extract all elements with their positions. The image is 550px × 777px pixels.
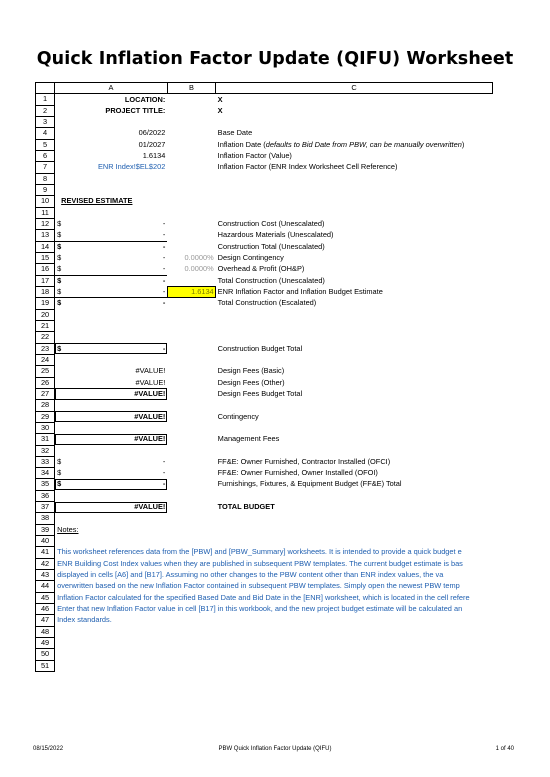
location-value[interactable]: X [217, 94, 223, 104]
row-30 [36, 422, 493, 433]
cell-c39[interactable] [216, 524, 493, 535]
ofoi-label[interactable]: FF&E: Owner Furnished, Owner Installed (OFOI) [217, 468, 378, 478]
cell-c51[interactable] [216, 660, 493, 671]
row-number[interactable]: 24 [36, 354, 55, 365]
cell-b38[interactable] [167, 513, 215, 524]
design-fees-basic-label[interactable]: Design Fees (Basic) [217, 366, 285, 376]
row-number[interactable]: 15 [36, 252, 55, 263]
row-48 [36, 626, 493, 637]
cell-a32[interactable] [55, 445, 168, 456]
row-20 [36, 309, 493, 320]
contingency-value[interactable]: #VALUE! [55, 411, 168, 422]
row-number[interactable]: 47 [36, 615, 55, 626]
enr-reference-label[interactable]: Inflation Factor (ENR Index Worksheet Cell Reference) [217, 162, 398, 172]
row-number[interactable]: 20 [36, 309, 55, 320]
row-2 [36, 105, 493, 116]
row-32 [36, 445, 493, 456]
row-number[interactable]: 32 [36, 445, 55, 456]
page-title: Quick Inflation Factor Update (QIFU) Worksheet [36, 49, 514, 69]
inflation-date-label-italic: defaults to Bid Date from PBW, can be manually overwritten [265, 139, 462, 149]
cell-c3[interactable] [216, 116, 493, 127]
construction-total-label[interactable]: Construction Total (Unescalated) [217, 241, 325, 251]
row-35 [36, 479, 493, 490]
cell-c21[interactable] [216, 320, 493, 331]
cell-c28[interactable] [216, 400, 493, 411]
currency-symbol: $ [57, 241, 62, 251]
row-5 [36, 139, 493, 150]
cell-b13[interactable] [167, 230, 215, 241]
row-1 [36, 94, 493, 105]
cell-a50[interactable] [55, 649, 168, 660]
management-fees-value[interactable]: #VALUE! [55, 434, 168, 445]
currency-symbol: $ [57, 264, 62, 273]
row-number[interactable]: 13 [36, 230, 55, 241]
currency-symbol: $ [57, 479, 62, 489]
row-27 [36, 388, 493, 399]
row-number[interactable]: 26 [36, 377, 55, 388]
cell-a9[interactable] [55, 184, 168, 195]
currency-symbol: $ [57, 343, 62, 353]
project-title-label[interactable]: PROJECT TITLE: [105, 105, 166, 115]
construction-cost-value[interactable] [55, 218, 168, 229]
amount: - [162, 286, 166, 296]
row-40 [36, 536, 493, 547]
row-49 [36, 638, 493, 649]
row-number[interactable]: 10 [36, 196, 55, 207]
row-number[interactable]: 31 [36, 434, 55, 445]
column-header-b[interactable]: B [167, 83, 215, 94]
cell-b36[interactable] [167, 490, 215, 501]
column-header-row [36, 83, 493, 94]
row-19 [36, 298, 493, 309]
row-number[interactable]: 41 [36, 547, 55, 558]
row-number[interactable]: 29 [36, 411, 55, 422]
cell-a22[interactable] [55, 332, 168, 343]
row-number[interactable]: 6 [36, 150, 55, 161]
cell-c10[interactable] [216, 196, 493, 207]
currency-symbol: $ [57, 286, 62, 296]
cell-a11[interactable] [55, 207, 168, 218]
cell-b21[interactable] [167, 320, 215, 331]
inflation-factor-label[interactable]: Inflation Factor (Value) [217, 150, 292, 160]
note-line-6[interactable]: Enter that new Inflation Factor value in cell [B17] in this workbook, and the new project budget estimate will be calculated an [57, 604, 463, 614]
base-date-value[interactable]: 06/2022 [138, 128, 166, 138]
cell-b26[interactable] [167, 377, 215, 388]
cell-b32[interactable] [167, 445, 215, 456]
cell-c8[interactable] [216, 173, 493, 184]
location-label[interactable]: LOCATION: [124, 94, 166, 104]
design-fees-other-label[interactable]: Design Fees (Other) [217, 377, 285, 387]
row-42 [36, 558, 493, 569]
project-title-value[interactable]: X [217, 105, 223, 115]
currency-symbol: $ [57, 275, 62, 285]
cell-b9[interactable] [167, 184, 215, 195]
notes-heading[interactable]: Notes: [57, 524, 79, 534]
cell-b50[interactable] [167, 649, 215, 660]
design-fees-other-value[interactable]: #VALUE! [135, 377, 166, 387]
row-31 [36, 434, 493, 445]
amount: - [162, 298, 166, 308]
note-line-1[interactable]: This worksheet references data from the [PBW] and [PBW_Summary] worksheets. It is intended to provide a quick budget e [57, 547, 462, 557]
currency-symbol: $ [57, 230, 62, 240]
row-28 [36, 400, 493, 411]
cell-b28[interactable] [167, 400, 215, 411]
row-14 [36, 241, 493, 252]
contingency-label[interactable]: Contingency [217, 411, 259, 421]
ffe-total-label[interactable]: Furnishings, Fixtures, & Equipment Budget (FF&E) Total [217, 479, 402, 489]
cell-c30[interactable] [216, 422, 493, 433]
row-10 [36, 196, 493, 207]
total-construction-unescalated-value[interactable] [55, 275, 168, 286]
row-number[interactable]: 1 [36, 94, 55, 105]
currency-symbol: $ [57, 298, 62, 308]
row-18 [36, 286, 493, 297]
row-24 [36, 354, 493, 365]
cell-a40[interactable] [55, 536, 168, 547]
cell-b14[interactable] [167, 241, 215, 252]
total-budget-value[interactable]: #VALUE! [55, 502, 168, 513]
row-21 [36, 320, 493, 331]
cell-b17[interactable] [167, 275, 215, 286]
total-construction-escalated-label[interactable]: Total Construction (Escalated) [217, 298, 317, 308]
amount: - [162, 468, 166, 478]
cell-b27[interactable] [167, 388, 215, 399]
cell-b33[interactable] [167, 456, 215, 467]
corner-cell[interactable] [36, 83, 55, 94]
row-number[interactable]: 17 [36, 275, 55, 286]
row-number[interactable]: 5 [36, 139, 55, 150]
revised-estimate-heading[interactable]: REVISED ESTIMATE [61, 196, 133, 206]
row-number[interactable]: 42 [36, 558, 55, 569]
design-contingency-label[interactable]: Design Contingency [217, 252, 284, 262]
row-number[interactable]: 35 [36, 479, 55, 490]
cell-b5[interactable] [167, 139, 215, 150]
footer-date: 08/15/2022 [33, 746, 64, 752]
row-number[interactable]: 19 [36, 298, 55, 309]
cell-b29[interactable] [167, 411, 215, 422]
cell-c38[interactable] [216, 513, 493, 524]
cell-b37[interactable] [167, 502, 215, 513]
row-50 [36, 649, 493, 660]
cell-b19[interactable] [167, 298, 215, 309]
cell-b11[interactable] [167, 207, 215, 218]
row-4 [36, 128, 493, 139]
row-number[interactable]: 28 [36, 400, 55, 411]
cell-b3[interactable] [167, 116, 215, 127]
row-3 [36, 116, 493, 127]
row-number[interactable]: 38 [36, 513, 55, 524]
currency-symbol: $ [57, 468, 62, 478]
row-number[interactable]: 22 [36, 332, 55, 343]
row-number[interactable]: 8 [36, 173, 55, 184]
row-number[interactable]: 12 [36, 218, 55, 229]
row-33 [36, 456, 493, 467]
cell-b2[interactable] [167, 105, 215, 116]
cell-a51[interactable] [55, 660, 168, 671]
row-number[interactable]: 18 [36, 286, 55, 297]
cell-b8[interactable] [167, 173, 215, 184]
ofoi-value[interactable] [55, 468, 168, 479]
cell-b49[interactable] [167, 638, 215, 649]
note-line-5[interactable]: Inflation Factor calculated for the specified Based Date and Bid Date in the [ENR] worksheet, which is located in the cell refere [57, 592, 470, 602]
inflation-budget-label[interactable]: ENR Inflation Factor and Inflation Budget Estimate [217, 286, 383, 296]
row-number[interactable]: 39 [36, 524, 55, 535]
row-number[interactable]: 36 [36, 490, 55, 501]
cell-b31[interactable] [167, 434, 215, 445]
cell-c9[interactable] [216, 184, 493, 195]
cell-a20[interactable] [55, 309, 168, 320]
amount: - [162, 479, 166, 489]
cell-c50[interactable] [216, 649, 493, 660]
row-number[interactable]: 34 [36, 468, 55, 479]
cell-a30[interactable] [55, 422, 168, 433]
row-47 [36, 615, 493, 626]
row-number[interactable]: 30 [36, 422, 55, 433]
ofci-label[interactable]: FF&E: Owner Furnished, Contractor Installed (OFCI) [217, 456, 391, 466]
hazardous-materials-label[interactable]: Hazardous Materials (Unescalated) [217, 230, 334, 240]
column-header-c[interactable]: C [216, 83, 493, 94]
note-line-4[interactable]: overwritten based on the new Inflation Factor contained in subsequent PBW templates. Simply open the newest PBW temp [57, 581, 460, 591]
cell-b24[interactable] [167, 354, 215, 365]
row-number[interactable]: 16 [36, 264, 55, 275]
inflation-date-label-pre: Inflation Date ( [217, 139, 266, 149]
row-number[interactable]: 21 [36, 320, 55, 331]
overhead-profit-label[interactable]: Overhead & Profit (OH&P) [217, 264, 305, 274]
base-date-label[interactable]: Base Date [217, 128, 253, 138]
amount: - [162, 275, 166, 285]
row-number[interactable]: 2 [36, 105, 55, 116]
row-16 [36, 264, 493, 275]
row-36 [36, 490, 493, 501]
cell-b23[interactable] [167, 343, 215, 354]
row-number[interactable]: 9 [36, 184, 55, 195]
note-line-2[interactable]: ENR Building Cost Index values when they are published in subsequent PBW templates. The current budget estimate is bas [57, 558, 463, 568]
row-6 [36, 150, 493, 161]
cell-c49[interactable] [216, 638, 493, 649]
row-number[interactable]: 14 [36, 241, 55, 252]
design-contingency-value[interactable] [55, 252, 168, 263]
row-number[interactable]: 11 [36, 207, 55, 218]
row-25 [36, 366, 493, 377]
row-number[interactable]: 43 [36, 570, 55, 581]
row-22 [36, 332, 493, 343]
cell-c24[interactable] [216, 354, 493, 365]
design-contingency-percent[interactable]: 0.0000% [184, 252, 214, 262]
row-9 [36, 184, 493, 195]
amount: - [162, 241, 166, 251]
cell-b20[interactable] [167, 309, 215, 320]
cell-a38[interactable] [55, 513, 168, 524]
overhead-profit-percent[interactable]: 0.0000% [184, 264, 214, 274]
row-number[interactable]: 49 [36, 638, 55, 649]
row-37 [36, 502, 493, 513]
row-45 [36, 592, 493, 603]
row-number[interactable]: 40 [36, 536, 55, 547]
design-fees-total-value[interactable]: #VALUE! [55, 388, 168, 399]
amount: - [162, 252, 166, 262]
row-41 [36, 547, 493, 558]
amount: - [162, 456, 166, 466]
row-11 [36, 207, 493, 218]
row-number[interactable]: 33 [36, 456, 55, 467]
row-12 [36, 218, 493, 229]
row-number[interactable]: 44 [36, 581, 55, 592]
row-17 [36, 275, 493, 286]
cell-b34[interactable] [167, 468, 215, 479]
column-header-a[interactable]: A [55, 83, 168, 94]
spreadsheet [35, 82, 493, 672]
ffe-total-value[interactable] [55, 479, 168, 490]
row-29 [36, 411, 493, 422]
inflation-date-label[interactable] [216, 139, 493, 150]
currency-symbol: $ [57, 218, 62, 228]
cell-c11[interactable] [216, 207, 493, 218]
row-44 [36, 581, 493, 592]
construction-budget-total-value[interactable] [55, 343, 168, 354]
cell-c36[interactable] [216, 490, 493, 501]
footer-title: PBW Quick Inflation Factor Update (QIFU) [218, 746, 332, 752]
inflation-factor-value[interactable]: 1.6134 [142, 150, 166, 160]
amount: - [162, 343, 166, 353]
cell-c22[interactable] [216, 332, 493, 343]
row-51 [36, 660, 493, 671]
total-construction-escalated-value[interactable] [55, 298, 168, 309]
row-34 [36, 468, 493, 479]
row-46 [36, 604, 493, 615]
row-23 [36, 343, 493, 354]
cell-a8[interactable] [55, 173, 168, 184]
row-number[interactable]: 48 [36, 626, 55, 637]
currency-symbol: $ [57, 456, 62, 466]
design-fees-total-label[interactable]: Design Fees Budget Total [217, 388, 303, 398]
row-15 [36, 252, 493, 263]
currency-symbol: $ [57, 252, 62, 262]
cell-b48[interactable] [167, 626, 215, 637]
note-line-3[interactable]: displayed in cells [A6] and [B17]. Assuming no other changes to the PBW content other than ENR index values, the va [57, 570, 444, 580]
amount: - [162, 218, 166, 228]
cell-c20[interactable] [216, 309, 493, 320]
cell-b22[interactable] [167, 332, 215, 343]
row-number[interactable]: 50 [36, 649, 55, 660]
row-number[interactable]: 45 [36, 592, 55, 603]
row-number[interactable]: 46 [36, 604, 55, 615]
row-number[interactable]: 37 [36, 502, 55, 513]
cell-c48[interactable] [216, 626, 493, 637]
management-fees-label[interactable]: Management Fees [217, 434, 280, 444]
amount: - [162, 264, 166, 273]
cell-b6[interactable] [167, 150, 215, 161]
inflation-factor-input[interactable]: 1.6134 [167, 286, 215, 297]
cell-b10[interactable] [167, 196, 215, 207]
row-7 [36, 162, 493, 173]
row-39 [36, 524, 493, 535]
cell-a36[interactable] [55, 490, 168, 501]
total-budget-label[interactable]: TOTAL BUDGET [217, 502, 275, 512]
cell-b39[interactable] [167, 524, 215, 535]
cell-a28[interactable] [55, 400, 168, 411]
cell-b7[interactable] [167, 162, 215, 173]
cell-b1[interactable] [167, 94, 215, 105]
inflation-date-value[interactable]: 01/2027 [138, 139, 166, 149]
cell-b25[interactable] [167, 366, 215, 377]
row-number[interactable]: 4 [36, 128, 55, 139]
row-number[interactable]: 3 [36, 116, 55, 127]
row-number[interactable]: 27 [36, 388, 55, 399]
row-13 [36, 230, 493, 241]
row-8 [36, 173, 493, 184]
cell-b35[interactable] [167, 479, 215, 490]
total-construction-unescalated-label[interactable]: Total Construction (Unescalated) [217, 275, 325, 285]
cell-a48[interactable] [55, 626, 168, 637]
cell-b4[interactable] [167, 128, 215, 139]
design-fees-basic-value[interactable]: #VALUE! [135, 366, 166, 376]
cell-b30[interactable] [167, 422, 215, 433]
row-26 [36, 377, 493, 388]
note-line-7[interactable]: Index standards. [57, 615, 112, 625]
cell-b51[interactable] [167, 660, 215, 671]
row-38 [36, 513, 493, 524]
inflation-budget-value[interactable] [55, 286, 168, 297]
construction-budget-total-label[interactable]: Construction Budget Total [217, 343, 303, 353]
construction-cost-label[interactable]: Construction Cost (Unescalated) [217, 218, 325, 228]
amount: - [162, 230, 166, 240]
cell-b12[interactable] [167, 218, 215, 229]
row-number[interactable]: 23 [36, 343, 55, 354]
ofci-value[interactable] [55, 456, 168, 467]
row-number[interactable]: 7 [36, 162, 55, 173]
overhead-profit-value[interactable] [55, 264, 168, 275]
inflation-date-label-post: ) [461, 139, 465, 149]
cell-b40[interactable] [167, 536, 215, 547]
row-number[interactable]: 25 [36, 366, 55, 377]
cell-c40[interactable] [216, 536, 493, 547]
row-number[interactable]: 51 [36, 660, 55, 671]
footer-page-number: 1 of 40 [495, 746, 514, 752]
hazardous-materials-value[interactable] [55, 230, 168, 241]
row-43 [36, 570, 493, 581]
cell-a21[interactable] [55, 320, 168, 331]
cell-a49[interactable] [55, 638, 168, 649]
enr-index-reference[interactable]: ENR Index!$EL$202 [97, 162, 166, 172]
cell-a24[interactable] [55, 354, 168, 365]
cell-c32[interactable] [216, 445, 493, 456]
construction-total-value[interactable] [55, 241, 168, 252]
cell-a3[interactable] [55, 116, 168, 127]
